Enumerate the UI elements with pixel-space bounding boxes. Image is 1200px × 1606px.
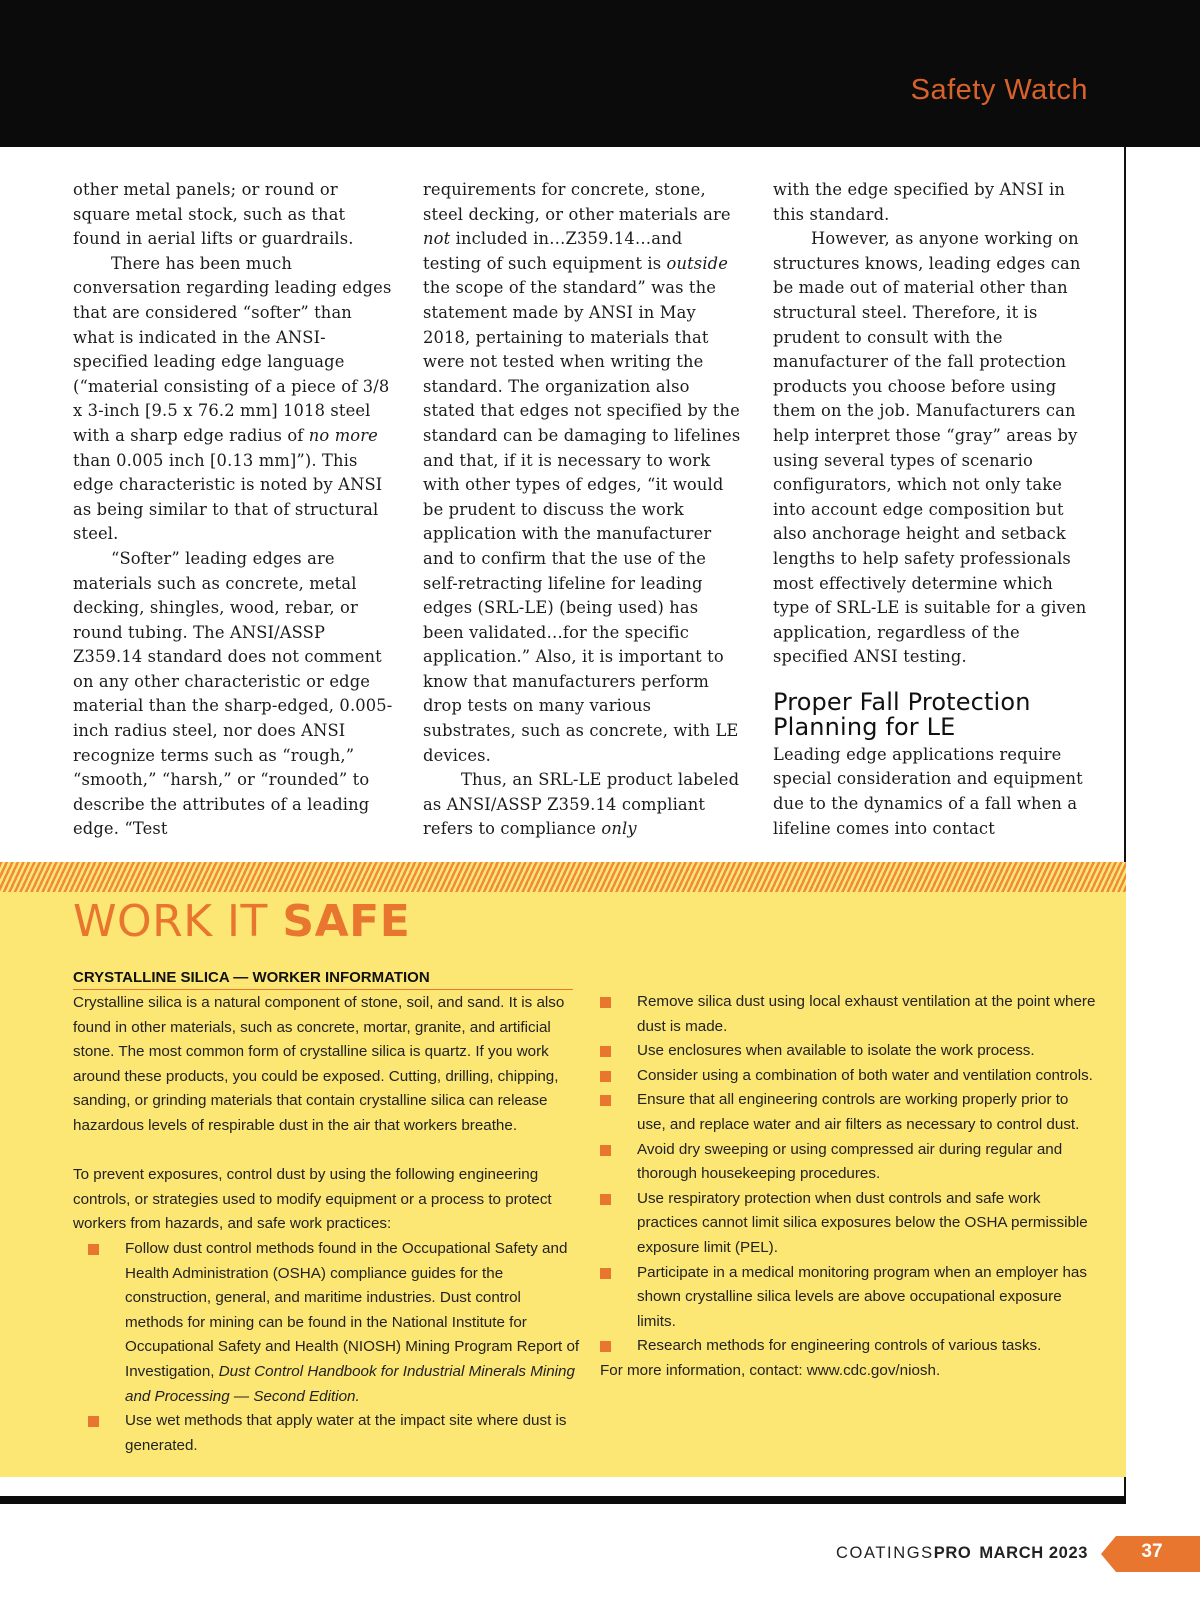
bullet-square-icon <box>600 1071 611 1082</box>
work-it-safe-title: WORK IT SAFE <box>73 896 411 947</box>
bullet-square-icon <box>600 1194 611 1205</box>
emphasis-only: only <box>601 819 637 839</box>
handbook-title: Dust Control Handbook for Industrial Minerals Mining and Processing — Second Edition. <box>125 1362 575 1405</box>
list-item: Avoid dry sweeping or using compressed air during regular and thorough housekeeping procedures. <box>600 1138 1100 1187</box>
col1-paragraph-2: There has been much conversation regarding leading edges that are considered “softer” than what is indicated in the ANSI-specified leading edge language (“material consisting of a piece of 3/8 x 3-inch [9.5 x 76.2 mm] 1018 steel with a sharp edge radius of no more than 0.005 inch [0.13 mm]”). This edge characteristic is noted by ANSI as being similar to that of structural steel. <box>73 253 392 544</box>
col1-paragraph-1: other metal panels; or round or square metal stock, such as that found in aerial lifts or guardrails. <box>73 180 354 249</box>
brand-name: COATINGS <box>836 1544 934 1562</box>
box-left-column <box>73 966 581 1458</box>
list-item: Consider using a combination of both water and ventilation controls. <box>600 1064 1100 1089</box>
article-column-3 <box>773 178 1093 841</box>
hazard-stripe-band <box>0 862 1126 892</box>
col3-paragraph-2: However, as anyone working on structures knows, leading edges can be made out of material other than structural steel. Therefore, it is prudent to consult with the manufacturer of the fall protection products you choose before using them on the job. Manufacturers can help interpret those “gray” areas by using several types of scenario configurators, which not only take into account edge composition but also anchorage height and setback lengths to help safety professionals most effectively determine which type of SRL-LE is suitable for a given application, regardless of the specified ANSI testing. <box>773 229 1087 667</box>
box-right-column <box>600 990 1100 1384</box>
list-item: Remove silica dust using local exhaust ventilation at the point where dust is made. <box>600 990 1100 1039</box>
col3-paragraph-1: with the edge specified by ANSI in this standard. <box>773 180 1066 224</box>
list-item: Use enclosures when available to isolate the work process. <box>600 1039 1100 1064</box>
col2-paragraph-1: requirements for concrete, stone, steel decking, or other materials are not included in…Z359.14…and testing of such equipment is outside the scope of the standard” was the statement made by ANSI in May 2018, pertaining to materials that were not tested when writing the standard. The organization also stated that edges not specified by the standard can be damaging to lifelines and that, if it is necessary to work with other types of edges, “it would be prudent to discuss the work application with the manufacturer and to confirm that the use of the self-retracting lifeline for leading edges (SRL-LE) (being used) has been validated…for the specific application.” Also, it is important to know that manufacturers perform drop tests on many various substrates, such as concrete, with LE devices. <box>423 180 741 765</box>
silica-intro: Crystalline silica is a natural component of stone, soil, and sand. It is also found in other materials, such as concrete, mortar, granite, and artificial stone. The most common form of crystalline silica is quartz. If you work around these products, you could be exposed. Cutting, drilling, chipping, sanding, or grinding materials that contain crystalline silica can release hazardous levels of respirable dust in the air that workers breathe. <box>73 994 565 1134</box>
page-number: 37 <box>1141 1541 1163 1562</box>
bullet-square-icon <box>600 1095 611 1106</box>
bullet-square-icon <box>600 1145 611 1156</box>
bullet-square-icon <box>88 1416 99 1427</box>
bullet-square-icon <box>88 1244 99 1255</box>
silica-prevent: To prevent exposures, control dust by using the following engineering controls, or strategies used to modify equipment or a process to protect workers from hazards, and safe work practices: <box>73 1166 552 1233</box>
footer-publication: COATINGSPRO MARCH 2023 <box>836 1544 1089 1562</box>
list-item: Participate in a medical monitoring program when an employer has shown crystalline silica levels are above occupational exposure limits. <box>600 1261 1100 1335</box>
page-header-band <box>0 0 1200 147</box>
emphasis-not: not <box>423 229 451 249</box>
section-title: Safety Watch <box>910 74 1088 106</box>
list-item: Ensure that all engineering controls are working properly prior to use, and replace water and air filters as necessary to control dust. <box>600 1088 1100 1137</box>
bottom-rule <box>0 1496 1126 1504</box>
emphasis-no-more: no more <box>308 425 378 445</box>
list-item: Use respiratory protection when dust controls and safe work practices cannot limit silica exposures below the OSHA permissible exposure limit (PEL). <box>600 1187 1100 1261</box>
list-item: Use wet methods that apply water at the impact site where dust is generated. <box>88 1409 581 1458</box>
list-item: Follow dust control methods found in the Occupational Safety and Health Administration (OSHA) compliance guides for the construction, general, and maritime industries. Dust control methods for mining can be found in the National Institute for Occupational Safety and Health (NIOSH) Mining Program Report of Investigation, Dust Control Handbook for Industrial Minerals Mining and Processing — Second Edition. <box>88 1237 581 1409</box>
bullet-square-icon <box>600 1046 611 1057</box>
col3-paragraph-3: Leading edge applications require special consideration and equipment due to the dynamics of a fall when a lifeline comes into contact <box>773 744 1083 838</box>
issue-date: MARCH 2023 <box>979 1544 1089 1562</box>
article-column-1 <box>73 178 393 842</box>
emphasis-outside: outside <box>666 253 729 273</box>
bullet-square-icon <box>600 1268 611 1279</box>
col2-paragraph-2: Thus, an SRL-LE product labeled as ANSI/ASSP Z359.14 compliant refers to compliance only <box>423 770 740 839</box>
list-item: Research methods for engineering controls of various tasks. <box>600 1334 1100 1359</box>
silica-heading: CRYSTALLINE SILICA — WORKER INFORMATION <box>73 966 573 990</box>
bullet-square-icon <box>600 997 611 1008</box>
subheading-fall-protection: Proper Fall Protection Planning for LE <box>773 687 1031 741</box>
more-info-link[interactable]: For more information, contact: www.cdc.gov/niosh. <box>600 1361 941 1379</box>
col1-paragraph-3: “Softer” leading edges are materials such as concrete, metal decking, shingles, wood, rebar, or round tubing. The ANSI/ASSP Z359.14 standard does not comment on any other characteristic or edge material than the sharp-edged, 0.005-inch radius steel, nor does ANSI recognize terms such as “rough,” “smooth,” “harsh,” or “rounded” to describe the attributes of a leading edge. “Test <box>73 548 393 839</box>
article-column-2 <box>423 178 743 842</box>
bullet-square-icon <box>600 1341 611 1352</box>
